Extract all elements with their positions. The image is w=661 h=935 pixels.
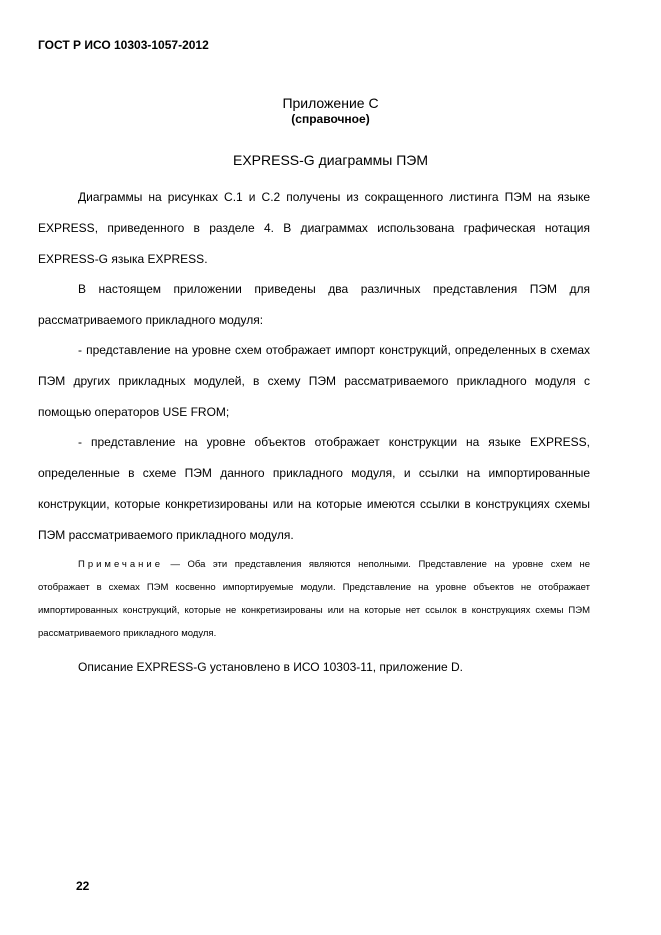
appendix-subtitle: (справочное): [291, 112, 370, 126]
list-item-object-level-text: - представление на уровне объектов отображает конструкции на языке EXPRESS, определенные в схеме ПЭМ данного прикладного модуля, и ссылки на импортированные конструкции, которые конкретизированы или на которые имеются ссылки в конструкциях схемы ПЭМ рассматриваемого прикладного модуля.: [38, 435, 590, 542]
list-item-object-level: [38, 427, 590, 551]
paragraph-5-text: Описание EXPRESS-G установлено в ИСО 10303-11, приложение D.: [78, 660, 463, 674]
note: [38, 553, 590, 645]
list-item-schema-level: [38, 335, 590, 428]
standard-header: ГОСТ Р ИСО 10303-1057-2012: [38, 38, 209, 52]
page-number: 22: [76, 879, 90, 893]
note-dash: —: [163, 559, 188, 570]
paragraph-2-text: В настоящем приложении приведены два различных представления ПЭМ для рассматриваемого прикладного модуля:: [38, 282, 590, 327]
paragraph-2: [38, 274, 590, 336]
note-label: Примечание: [78, 559, 163, 570]
paragraph-1-text: Диаграммы на рисунках С.1 и С.2 получены из сокращенного листинга ПЭМ на языке EXPRESS, приведенного в разделе 4. В диаграммах использована графическая нотация EXPRESS-G языка EXPRESS.: [38, 190, 590, 266]
note-text: Оба эти представления являются неполными. Представление на уровне схем не отображает в схемах ПЭМ косвенно импортируемые модули. Представление на уровне объектов не отображает импортированных конструкций, которые не конкретизированы или на которые нет ссылок в конструкциях схемы ПЭМ рассматриваемого прикладного модуля.: [38, 559, 590, 639]
paragraph-5: [38, 652, 590, 683]
paragraph-1: [38, 182, 590, 275]
section-title: EXPRESS-G диаграммы ПЭМ: [232, 152, 429, 168]
list-item-schema-level-text: - представление на уровне схем отображает импорт конструкций, определенных в схемах ПЭМ других прикладных модулей, в схему ПЭМ рассматриваемого прикладного модуля с помощью операторов USE FROM;: [38, 343, 590, 419]
appendix-title: Приложение С: [282, 95, 379, 111]
